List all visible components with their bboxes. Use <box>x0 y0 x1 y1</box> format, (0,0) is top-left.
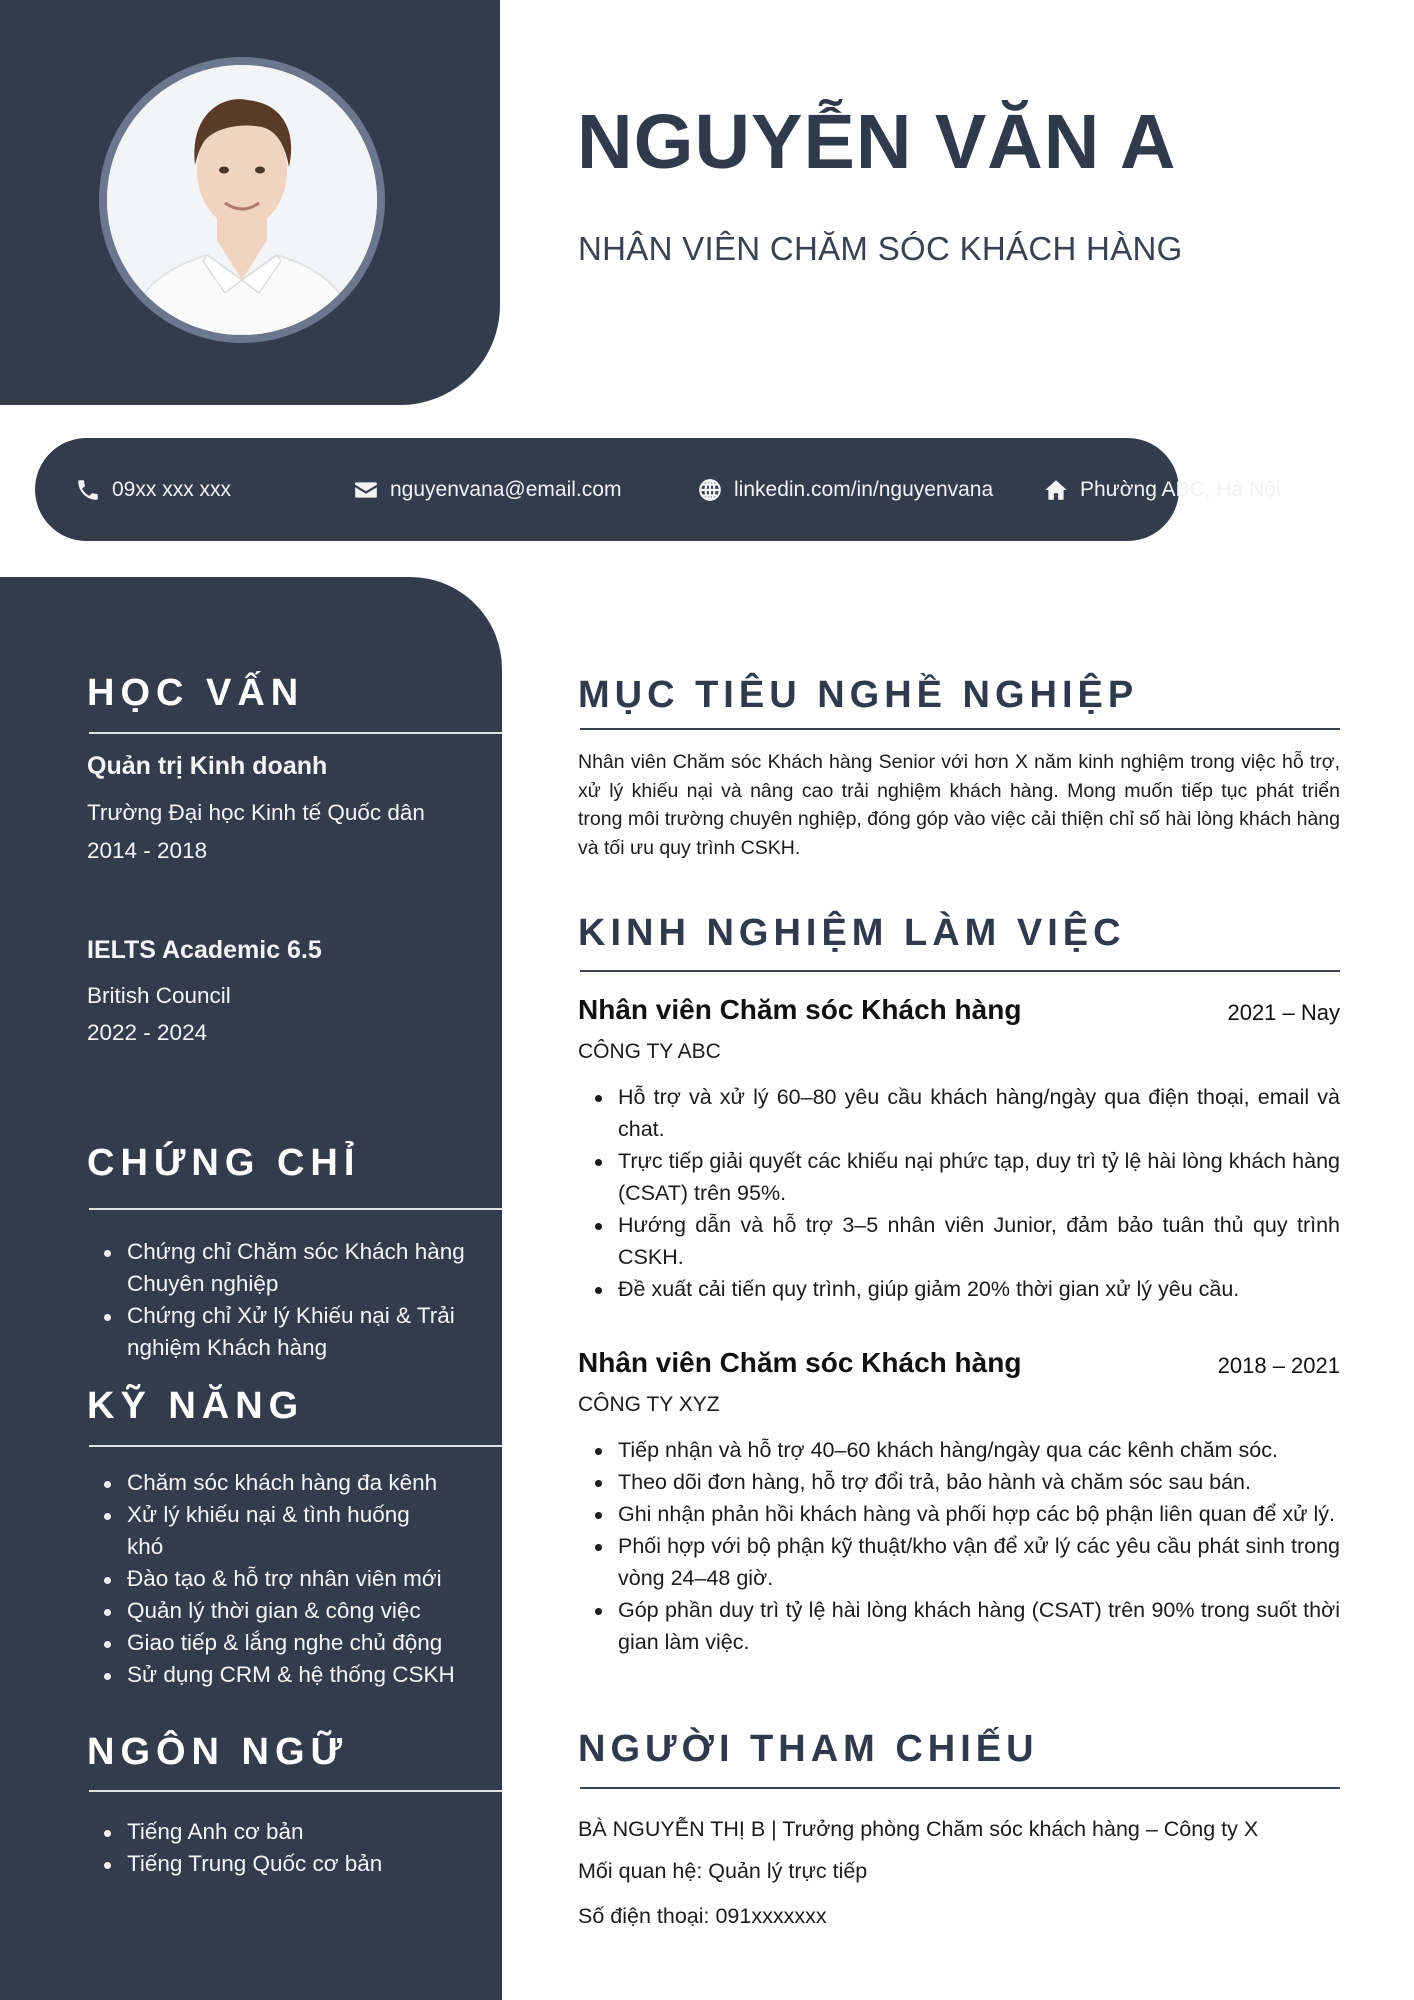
skills-heading: KỸ NĂNG <box>87 1385 305 1427</box>
divider <box>89 1790 502 1792</box>
languages-list <box>87 1816 527 1880</box>
job-bullets <box>578 1434 1340 1658</box>
education-degree: IELTS Academic 6.5 <box>87 936 322 964</box>
certificates-list <box>87 1236 497 1364</box>
education-years: 2022 - 2024 <box>87 1020 208 1045</box>
reference-relationship: Mối quan hệ: Quản lý trực tiếp <box>578 1859 868 1883</box>
list-item: Đề xuất cải tiến quy trình, giúp giảm 20% thời gian xử lý yêu cầu. <box>618 1273 1340 1305</box>
divider <box>89 1445 502 1447</box>
list-item: Ghi nhận phản hồi khách hàng và phối hợp các bộ phận liên quan để xử lý. <box>618 1498 1340 1530</box>
education-degree: Quản trị Kinh doanh <box>87 752 328 780</box>
list-item: Chứng chỉ Chăm sóc Khách hàng Chuyên nghiệp <box>127 1236 497 1300</box>
home-icon <box>1043 477 1069 503</box>
list-item: Góp phần duy trì tỷ lệ hài lòng khách hàng (CSAT) trên 90% trong suốt thời gian làm việc. <box>618 1594 1340 1658</box>
divider <box>580 970 1340 972</box>
job-title: Nhân viên Chăm sóc Khách hàng <box>578 994 1022 1025</box>
experience-heading: KINH NGHIỆM LÀM VIỆC <box>578 912 1126 954</box>
list-item: Giao tiếp & lắng nghe chủ động <box>127 1627 497 1659</box>
divider <box>580 728 1340 730</box>
education-school: Trường Đại học Kinh tế Quốc dân <box>87 800 425 825</box>
education-school: British Council <box>87 983 231 1008</box>
profile-photo <box>99 57 385 343</box>
linkedin-url[interactable]: linkedin.com/in/nguyenvana <box>734 477 994 501</box>
header-panel <box>0 0 500 405</box>
job-dates: 2018 – 2021 <box>1217 1353 1340 1378</box>
contact-bar <box>35 438 1281 541</box>
languages-heading: NGÔN NGỮ <box>87 1731 349 1773</box>
list-item: Chăm sóc khách hàng đa kênh <box>127 1467 497 1499</box>
skills-list <box>87 1467 497 1691</box>
divider <box>89 1208 502 1210</box>
list-item: Tiếng Trung Quốc cơ bản <box>127 1848 527 1880</box>
phone-icon <box>75 477 101 503</box>
references-heading: NGƯỜI THAM CHIẾU <box>578 1728 1039 1770</box>
email-address[interactable]: nguyenvana@email.com <box>390 477 622 501</box>
job-company: CÔNG TY XYZ <box>578 1393 720 1416</box>
job-company: CÔNG TY ABC <box>578 1040 721 1063</box>
objective-text: Nhân viên Chăm sóc Khách hàng Senior với hơn X năm kinh nghiệm trong việc hỗ trợ, xử lý khiếu nại và nâng cao trải nghiệm khách hàng. Mong muốn tiếp tục phát triển trong môi trường chuyên nghiệp, đóng góp vào việc cải thiện chỉ số hài lòng khách hàng và tối ưu quy trình CSKH. <box>578 751 1340 859</box>
contact-address <box>1043 438 1281 541</box>
list-item: Tiếng Anh cơ bản <box>127 1816 527 1848</box>
certificates-heading: CHỨNG CHỈ <box>87 1142 361 1184</box>
objective-heading: MỤC TIÊU NGHỀ NGHIỆP <box>578 674 1139 716</box>
globe-icon <box>697 477 723 503</box>
divider <box>580 1787 1340 1789</box>
phone-number[interactable]: 09xx xxx xxx <box>112 477 232 501</box>
list-item: Quản lý thời gian & công việc <box>127 1595 497 1627</box>
list-item: Đào tạo & hỗ trợ nhân viên mới <box>127 1563 497 1595</box>
job-dates: 2021 – Nay <box>1227 1000 1340 1025</box>
job-title: Nhân viên Chăm sóc Khách hàng <box>578 1347 1022 1378</box>
divider <box>89 732 502 734</box>
list-item: Hướng dẫn và hỗ trợ 3–5 nhân viên Junior, đảm bảo tuân thủ quy trình CSKH. <box>618 1209 1340 1273</box>
candidate-job-title: NHÂN VIÊN CHĂM SÓC KHÁCH HÀNG <box>578 230 1183 267</box>
reference-name: BÀ NGUYỄN THỊ B | Trưởng phòng Chăm sóc khách hàng – Công ty X <box>578 1817 1259 1841</box>
list-item: Tiếp nhận và hỗ trợ 40–60 khách hàng/ngày qua các kênh chăm sóc. <box>618 1434 1340 1466</box>
contact-email <box>353 438 621 541</box>
list-item: Theo dõi đơn hàng, hỗ trợ đổi trả, bảo hành và chăm sóc sau bán. <box>618 1466 1340 1498</box>
envelope-icon <box>353 477 379 503</box>
candidate-name: NGUYỄN VĂN A <box>577 99 1177 185</box>
contact-phone <box>75 438 231 541</box>
contact-website <box>697 438 993 541</box>
list-item: Xử lý khiếu nại & tình huống khó <box>127 1499 427 1563</box>
job-bullets <box>578 1081 1340 1305</box>
list-item: Hỗ trợ và xử lý 60–80 yêu cầu khách hàng/ngày qua điện thoại, email và chat. <box>618 1081 1340 1145</box>
list-item: Phối hợp với bộ phận kỹ thuật/kho vận để xử lý các yêu cầu phát sinh trong vòng 24–48 giờ. <box>618 1530 1340 1594</box>
person-portrait-icon <box>107 65 377 335</box>
reference-phone: Số điện thoại: 091xxxxxxx <box>578 1904 827 1928</box>
address: Phường ABC, Hà Nội <box>1080 477 1281 501</box>
education-years: 2014 - 2018 <box>87 838 208 863</box>
list-item: Sử dụng CRM & hệ thống CSKH <box>127 1659 497 1691</box>
education-heading: HỌC VẤN <box>87 672 305 714</box>
list-item: Chứng chỉ Xử lý Khiếu nại & Trải nghiệm Khách hàng <box>127 1300 497 1364</box>
list-item: Trực tiếp giải quyết các khiếu nại phức tạp, duy trì tỷ lệ hài lòng khách hàng (CSAT) trên 95%. <box>618 1145 1340 1209</box>
